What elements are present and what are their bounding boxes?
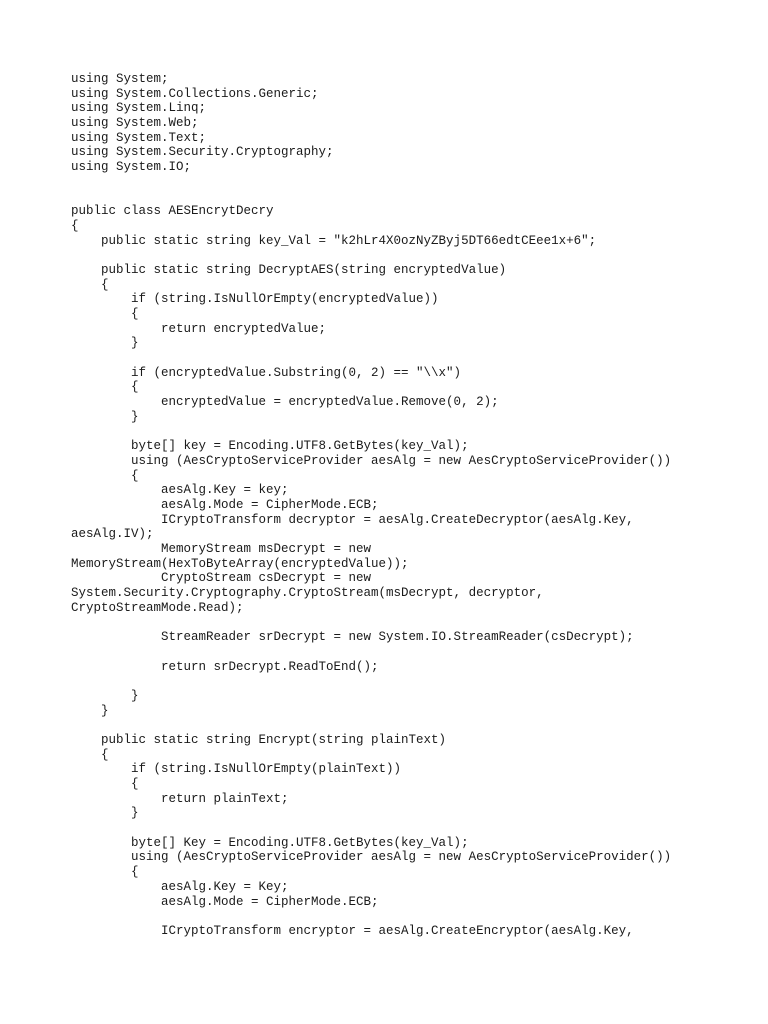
code-line: { <box>71 307 139 321</box>
code-line: { <box>71 380 139 395</box>
code-line: aesAlg.Mode = CipherMode.ECB; <box>71 894 379 909</box>
code-line: } <box>71 409 139 424</box>
code-line <box>71 674 761 689</box>
code-listing <box>71 72 761 939</box>
code-line <box>71 351 761 366</box>
code-line <box>71 821 761 836</box>
code-line <box>71 645 761 660</box>
code-line <box>71 190 761 205</box>
code-line: aesAlg.IV); <box>71 527 154 542</box>
code-line <box>71 425 761 440</box>
code-line: MemoryStream msDecrypt = new <box>71 542 372 556</box>
code-line: System.Security.Cryptography.CryptoStream(msDecrypt, decryptor, <box>71 586 544 601</box>
code-line: ICryptoTransform decryptor = aesAlg.CreateDecryptor(aesAlg.Key, <box>71 512 634 527</box>
code-line: if (string.IsNullOrEmpty(encryptedValue)) <box>71 292 439 307</box>
code-line: CryptoStream csDecrypt = new <box>71 571 372 586</box>
code-line: using System.Linq; <box>71 101 207 116</box>
code-line: { <box>71 277 109 292</box>
code-line: MemoryStream(HexToByteArray(encryptedValue)); <box>71 556 409 571</box>
code-line: using System.Collections.Generic; <box>71 86 319 101</box>
code-line: } <box>71 806 139 821</box>
code-line: { <box>71 747 109 762</box>
code-line: StreamReader srDecrypt = new System.IO.StreamReader(csDecrypt); <box>71 630 634 645</box>
code-line: using System.Text; <box>71 130 207 145</box>
code-line <box>71 615 761 630</box>
code-line: { <box>71 865 139 880</box>
code-line: { <box>71 777 139 791</box>
code-line: public static string key_Val = "k2hLr4X0ozNyZByj5DT66edtCEee1x+6"; <box>71 233 597 248</box>
code-line: return encryptedValue; <box>71 321 327 336</box>
code-line: using System.IO; <box>71 160 192 175</box>
code-line: } <box>71 688 139 703</box>
code-line: byte[] Key = Encoding.UTF8.GetBytes(key_Val); <box>71 835 469 850</box>
code-line <box>71 909 761 924</box>
code-line: using (AesCryptoServiceProvider aesAlg = new AesCryptoServiceProvider()) <box>71 453 672 468</box>
code-line <box>71 718 761 733</box>
code-line: using System; <box>71 72 169 86</box>
code-line: { <box>71 218 79 233</box>
code-line: } <box>71 336 139 351</box>
code-line: aesAlg.Mode = CipherMode.ECB; <box>71 497 379 512</box>
code-line: } <box>71 703 109 718</box>
code-line: using System.Security.Cryptography; <box>71 145 334 160</box>
code-line: public static string Encrypt(string plainText) <box>71 732 447 747</box>
code-line <box>71 248 761 263</box>
code-line: CryptoStreamMode.Read); <box>71 600 244 615</box>
code-line: return srDecrypt.ReadToEnd(); <box>71 659 379 674</box>
code-line: if (encryptedValue.Substring(0, 2) == "\\x") <box>71 365 462 380</box>
code-line: byte[] key = Encoding.UTF8.GetBytes(key_Val); <box>71 439 469 454</box>
code-line: aesAlg.Key = Key; <box>71 879 289 894</box>
code-line: { <box>71 468 139 483</box>
code-line: using (AesCryptoServiceProvider aesAlg = new AesCryptoServiceProvider()) <box>71 850 672 865</box>
code-line: public static string DecryptAES(string encryptedValue) <box>71 262 507 277</box>
code-line: return plainText; <box>71 791 289 806</box>
code-line <box>71 175 761 190</box>
code-line: if (string.IsNullOrEmpty(plainText)) <box>71 762 402 777</box>
code-line: using System.Web; <box>71 116 199 131</box>
code-line: ICryptoTransform encryptor = aesAlg.CreateEncryptor(aesAlg.Key, <box>71 923 634 938</box>
code-line: public class AESEncrytDecry <box>71 204 274 219</box>
code-line: aesAlg.Key = key; <box>71 483 289 498</box>
code-line: encryptedValue = encryptedValue.Remove(0, 2); <box>71 395 499 410</box>
